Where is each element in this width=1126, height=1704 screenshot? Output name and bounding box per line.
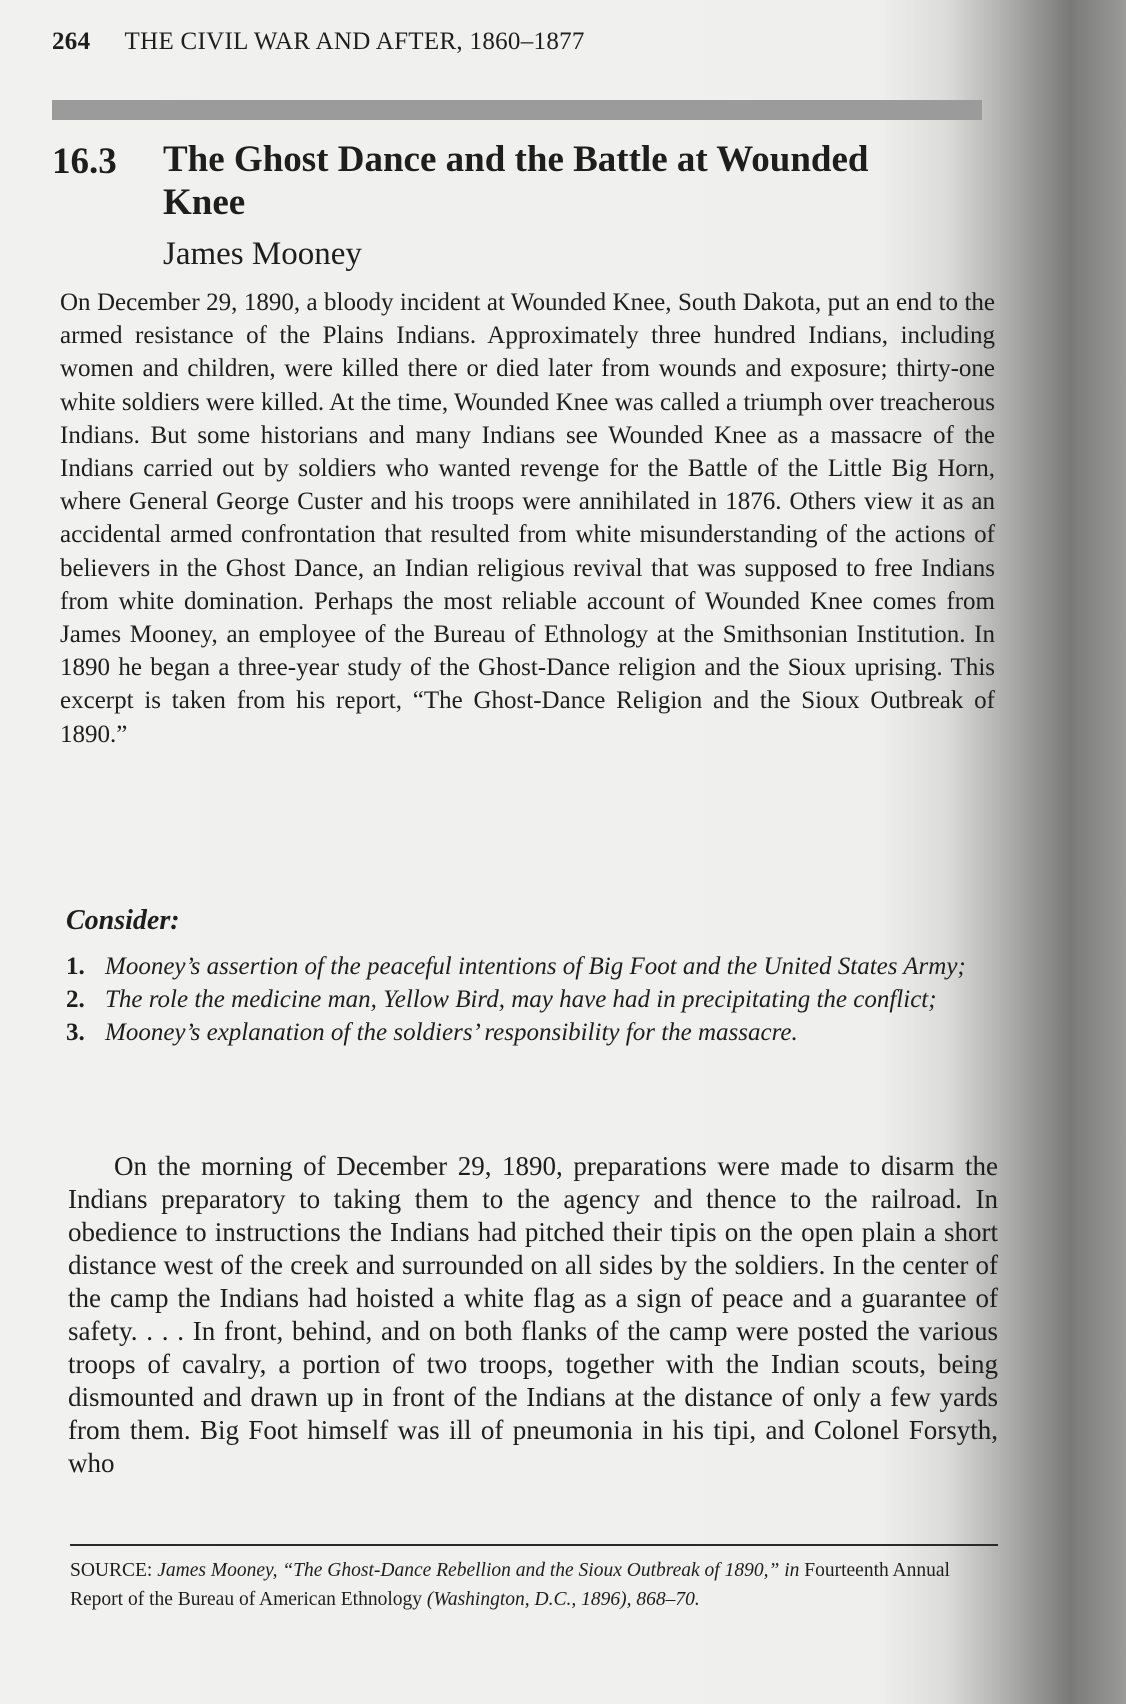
list-item (66, 983, 996, 1016)
source-place-date: (Washington, D.C., 1896), (426, 1589, 632, 1610)
list-item-number: 1. (66, 953, 85, 980)
section-author: James Mooney (163, 236, 362, 272)
running-head (52, 28, 585, 56)
source-publication: Fourteenth Annual Report of the Bureau of American Ethnology (70, 1560, 950, 1610)
list-item (66, 1016, 996, 1049)
list-item-number: 3. (66, 1019, 85, 1046)
consider-list (66, 950, 996, 1049)
list-item (66, 950, 996, 983)
list-item-text: Mooney’s assertion of the peaceful intentions of Big Foot and the United States Army; (105, 953, 966, 980)
section-title: The Ghost Dance and the Battle at Wounded Knee (163, 139, 869, 223)
page-number: 264 (52, 28, 91, 55)
consider-heading: Consider: (66, 905, 180, 936)
footnote-rule (70, 1544, 998, 1546)
body-paragraph: On the morning of December 29, 1890, preparations were made to disarm the Indians preparatory to taking them to the agency and thence to the railroad. In obedience to instructions the Indians had pitched their tipis on the open plain a short distance west of the creek and surrounded on all sides by the soldiers. In the center of the camp the Indians had hoisted a white flag as a sign of peace and a guarantee of safety. . . . In front, behind, and on both flanks of the camp were posted the various troops of cavalry, a portion of two troops, together with the Indian scouts, being dismounted and drawn up in front of the Indians at the distance of only a few yards from them. Big Foot himself was ill of pneumonia in his tipi, and Colonel Forsyth, who (68, 1151, 998, 1478)
section-number: 16.3 (52, 141, 117, 182)
section-rule-bar (52, 100, 982, 120)
running-head-title: THE CIVIL WAR AND AFTER, 1860–1877 (124, 28, 585, 55)
source-label: SOURCE: (70, 1560, 153, 1581)
source-pages: 868–70. (636, 1589, 700, 1610)
list-item-text: The role the medicine man, Yellow Bird, may have had in precipitating the conflict; (105, 986, 937, 1013)
intro-paragraph: On December 29, 1890, a bloody incident at Wounded Knee, South Dakota, put an end to the armed resistance of the Plains Indians. Approximately three hundred Indians, including women and children, were killed there or died later from wounds and exposure; thirty-one white soldiers were killed. At the time, Wounded Knee was called a triumph over treacherous Indians. But some historians and many Indians see Wounded Knee as a massacre of the Indians carried out by soldiers who wanted revenge for the Battle of the Little Big Horn, where General George Custer and his troops were annihilated in 1876. Others view it as an accidental armed confrontation that resulted from white misunderstanding of the actions of believers in the Ghost Dance, an Indian religious revival that was supposed to free Indians from white domination. Perhaps the most reliable account of Wounded Knee comes from James Mooney, an employee of the Bureau of Ethnology at the Smithsonian Institution. In 1890 he began a three-year study of the Ghost-Dance religion and the Sioux uprising. This excerpt is taken from his report, “The Ghost-Dance Religion and the Sioux Outbreak of 1890.” (60, 289, 995, 748)
list-item-text: Mooney’s explanation of the soldiers’ responsibility for the massacre. (105, 1019, 798, 1046)
source-author-title: James Mooney, “The Ghost-Dance Rebellion and the Sioux Outbreak of 1890,” in (157, 1560, 800, 1581)
list-item-number: 2. (66, 986, 85, 1013)
source-note (70, 1556, 995, 1614)
